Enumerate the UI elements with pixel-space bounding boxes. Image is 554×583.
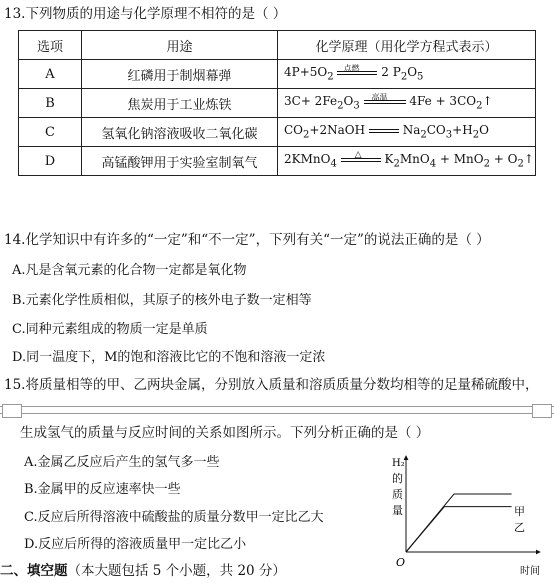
- table-row: [19, 147, 536, 176]
- eq-sub: 2: [303, 129, 310, 141]
- eq-right: Na: [402, 123, 421, 138]
- row-equation: [278, 118, 536, 147]
- question-15-option-d: D.反应后所得的溶液质量甲一定比乙小: [24, 537, 247, 552]
- row-option: D: [19, 147, 82, 176]
- eq-right: CO: [426, 123, 446, 138]
- question-14-stem: 14.化学知识中有许多的“一定”和“不一定”，下列有关“一定”的说法正确的是（ ）: [4, 232, 490, 248]
- eq-sub: 4: [429, 158, 437, 170]
- gas-arrow-icon: ↑: [523, 152, 534, 167]
- eq-right: O: [407, 65, 418, 80]
- divider-tab-left: [2, 404, 22, 418]
- eq-left: 4P+5O: [284, 65, 328, 80]
- reaction-condition: [364, 94, 406, 108]
- eq-left: 2KMnO: [284, 152, 331, 167]
- row-option: C: [19, 118, 82, 147]
- eq-sub: 4: [330, 158, 337, 170]
- eq-sub: 2: [337, 100, 344, 112]
- series-yi-label: 乙: [514, 521, 525, 534]
- table-row: [19, 60, 536, 89]
- series-jia-line: [406, 494, 512, 552]
- equals-sign-icon: [369, 129, 399, 133]
- row-equation: [278, 147, 536, 176]
- row-use: 高锰酸钾用于实验室制氧气: [82, 147, 278, 176]
- question-13-table: [18, 30, 536, 176]
- table-header-row: [19, 31, 536, 60]
- eq-right: +H: [452, 123, 473, 138]
- divider-line: [0, 413, 554, 414]
- question-13-stem: 13.下列物质的用途与化学原理不相符的是（ ）: [4, 6, 287, 22]
- question-15-option-a: A.金属乙反应后产生的氢气多一些: [24, 455, 220, 470]
- y-axis-label: 质: [392, 488, 403, 501]
- condition-label: 高温: [371, 93, 388, 103]
- series-yi-line: [406, 507, 512, 552]
- section-note: （本大题包括 5 个小题，共 20 分）: [67, 563, 286, 579]
- row-equation: [278, 60, 536, 89]
- row-use: 红磷用于制烟幕弹: [82, 60, 278, 89]
- table-header-option: 选项: [19, 31, 82, 60]
- hydrogen-mass-graph: [380, 452, 552, 576]
- eq-sub: 3: [353, 100, 360, 112]
- origin-label: O: [396, 556, 406, 569]
- table-header-principle: 化学原理（用化学方程式表示）: [278, 31, 536, 60]
- gas-arrow-icon: ↑: [482, 94, 493, 109]
- x-axis-label: 时间: [520, 566, 540, 576]
- question-14-option-c: C.同种元素组成的物质一定是单质: [12, 322, 208, 337]
- y-axis-label: 的: [392, 472, 403, 485]
- row-use: 焦炭用于工业炼铁: [82, 89, 278, 118]
- eq-sub: 2: [420, 129, 427, 141]
- question-15-option-c: C.反应后所得溶液中硫酸盐的质量分数甲一定比乙大: [24, 510, 324, 525]
- row-use: 氢氧化钠溶液吸收二氧化碳: [82, 118, 278, 147]
- row-option: A: [19, 60, 82, 89]
- eq-right: + O: [489, 152, 518, 167]
- question-14-option-b: B.元素化学性质相似，其原子的核外电子数一定相等: [12, 293, 312, 308]
- eq-right: MnO: [399, 152, 430, 167]
- eq-right: K: [384, 152, 394, 167]
- question-14-option-a: A.凡是含氧元素的化合物一定都是氧化物: [12, 263, 247, 278]
- series-jia-label: 甲: [514, 505, 525, 518]
- table-row: [19, 118, 536, 147]
- question-15-stem-continued: 生成氢气的质量与反应时间的关系如图所示。下列分析正确的是（ ）: [20, 425, 430, 441]
- eq-sub: 3: [445, 129, 453, 141]
- eq-sub: 2: [472, 129, 480, 141]
- page-divider: [0, 404, 554, 418]
- y-axis-label: 量: [392, 504, 403, 517]
- heat-triangle-icon: △: [354, 150, 362, 161]
- eq-sub: 2: [327, 71, 334, 83]
- eq-sub: 2: [517, 158, 524, 170]
- row-option: B: [19, 89, 82, 118]
- reaction-condition: [337, 65, 377, 79]
- row-equation: [278, 89, 536, 118]
- question-15-option-b: B.金属甲的反应速率快一些: [24, 482, 181, 497]
- eq-left: 3C+ 2Fe: [284, 94, 338, 109]
- eq-sub: 2: [393, 158, 400, 170]
- divider-line: [0, 406, 554, 407]
- section-two-heading: [0, 559, 286, 579]
- eq-left: O: [343, 94, 354, 109]
- eq-sub: 2: [483, 158, 490, 170]
- section-title: 二、填空题: [0, 563, 68, 579]
- eq-sub: 2: [476, 100, 483, 112]
- eq-right: O: [479, 123, 489, 138]
- eq-right: 4Fe + 3CO: [409, 94, 477, 109]
- eq-right: 2 P: [381, 65, 401, 80]
- eq-left: +2NaOH: [309, 123, 366, 138]
- y-axis-label: H₂: [392, 458, 405, 469]
- eq-right: + MnO: [436, 152, 484, 167]
- table-header-use: 用途: [82, 31, 278, 60]
- reaction-condition: [341, 152, 381, 166]
- condition-label: 点燃: [343, 64, 360, 74]
- question-14-option-d: D.同一温度下，M的饱和溶液比它的不饱和溶液一定浓: [12, 350, 326, 365]
- eq-left: CO: [284, 123, 304, 138]
- divider-tab-right: [532, 404, 552, 418]
- question-15-stem: 15.将质量相等的甲、乙两块金属，分别放入质量和溶质质量分数均相等的足量稀硫酸中，: [4, 377, 539, 393]
- eq-sub: 2: [400, 71, 408, 83]
- eq-sub: 5: [417, 71, 424, 83]
- table-row: [19, 89, 536, 118]
